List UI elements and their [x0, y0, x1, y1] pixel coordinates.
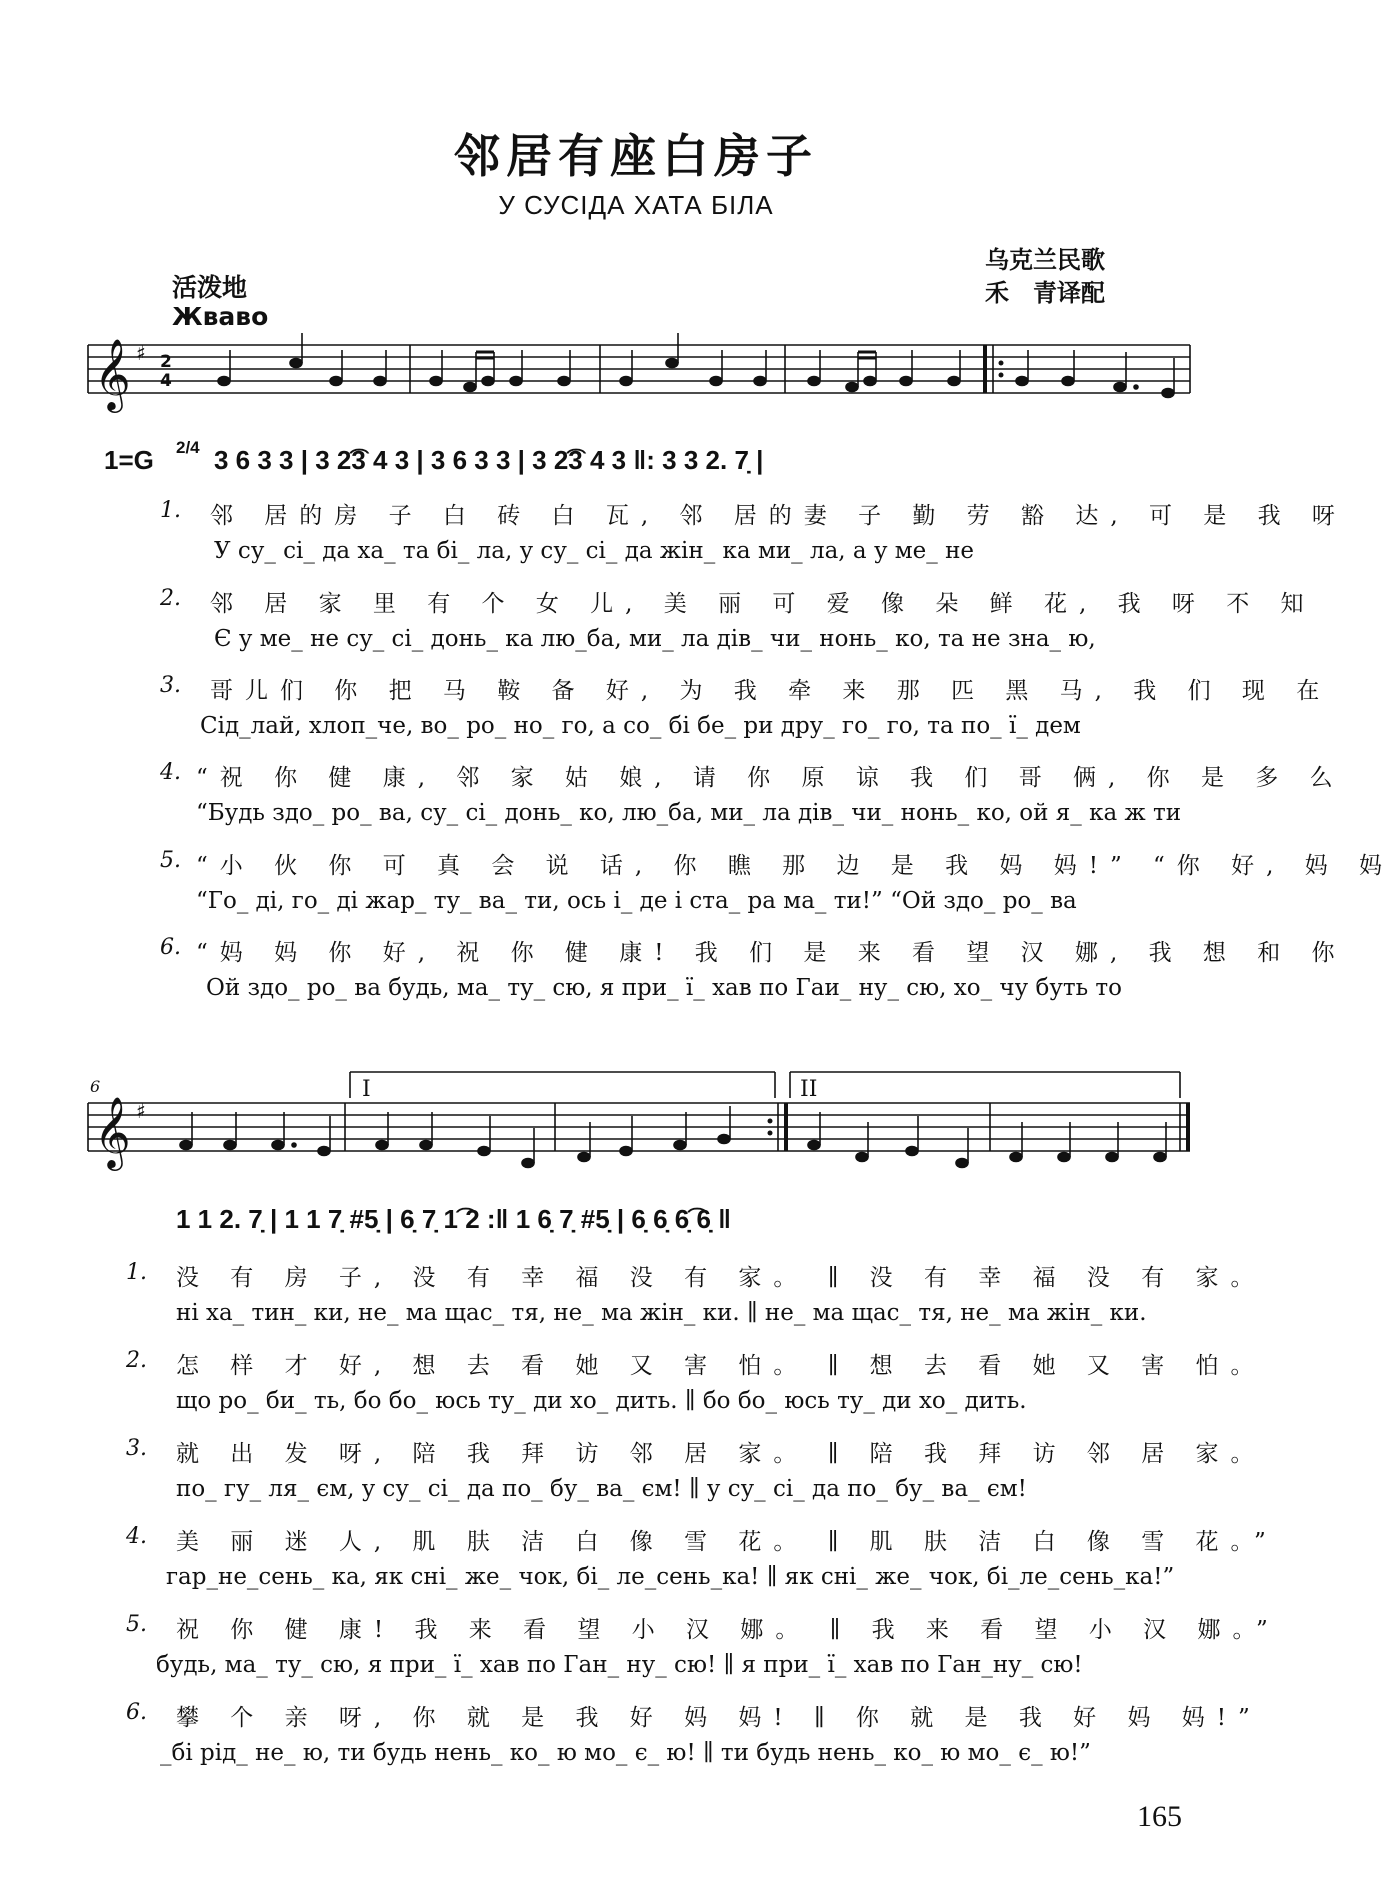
- lyric-chinese: “祝 你 健 康, 邻 家 姑 娘, 请 你 原 谅 我 们 哥 俩, 你 是 多 么: [196, 765, 1345, 791]
- lyric-ukrainian: У су_ сі_ да ха_ та бі_ ла, у су_ сі_ да жін_ ка ми_ ла, а у ме_ не: [214, 538, 975, 564]
- lyric-ukrainian: що ро_ би_ ть, бо бо_ юсь ту_ ди хо_ дить. ∥ бо бо_ юсь ту_ ди хо_ дить.: [176, 1388, 1027, 1414]
- jianpu-line-2: 1 1 2. 7̣ | 1 1 7̣ #5̣ | 6̣ 7̣ 1͡ 2 :‖ 1 6̣ 7̣ #5̣ | 6̣ 6̣ 6̣͡ 6̣ ‖: [176, 1204, 732, 1234]
- song-title-ukrainian: У СУСІДА ХАТА БІЛА: [498, 190, 774, 220]
- treble-clef-icon: 𝄞: [94, 337, 131, 410]
- treble-clef-icon: 𝄞: [94, 1095, 131, 1168]
- lyric-ukrainian: Ой здо_ ро_ ва будь, ма_ ту_ сю, я при_ ї_ хав по Гаи_ ну_ сю, хо_ чу буть то: [206, 975, 1122, 1001]
- volta-label-2: II: [800, 1077, 818, 1102]
- verse-number: 1.: [126, 1260, 147, 1285]
- verse-number: 4.: [160, 760, 181, 785]
- lyric-chinese: 邻 居的房 子 白 砖 白 瓦, 邻 居的妻 子 勤 劳 豁 达, 可 是 我 呀: [210, 503, 1347, 529]
- lyric-chinese: 就 出 发 呀, 陪 我 拜 访 邻 居 家。 ∥ 陪 我 拜 访 邻 居 家。: [176, 1441, 1266, 1467]
- lyric-chinese: “小 伙 你 可 真 会 说 话, 你 瞧 那 边 是 我 妈 妈!” “你 好, 妈 妈: [196, 853, 1394, 879]
- volta-label-1: I: [362, 1077, 371, 1102]
- lyric-chinese: “妈 妈 你 好, 祝 你 健 康! 我 们 是 来 看 望 汉 娜, 我 想 和 你: [196, 940, 1347, 966]
- lyric-ukrainian: “Будь здо_ ро_ ва, су_ сі_ донь_ ко, лю_ба, ми_ ла дів_ чи_ нонь_ ко, ой я_ ка ж ти: [196, 800, 1182, 826]
- lyric-chinese: 哥儿们 你 把 马 鞍 备 好, 为 我 牵 来 那 匹 黑 马, 我 们 现 在: [210, 678, 1332, 704]
- verse-number: 5.: [160, 848, 181, 873]
- verse-number: 2.: [160, 586, 181, 611]
- lyric-ukrainian: по_ гу_ ля_ єм, у су_ сі_ да по_ бу_ ва_ єм! ∥ у су_ сі_ да по_ бу_ ва_ єм!: [176, 1476, 1027, 1502]
- svg-text:4: 4: [160, 371, 172, 391]
- verse-number: 3.: [160, 673, 181, 698]
- tempo-marking-ukrainian: Жваво: [172, 302, 269, 331]
- jianpu-line-1: 3 6 3 3 | 3 2͡3 4 3 | 3 6 3 3 | 3 2͡3 4 3 ‖: 3 3 2. 7̣ |: [214, 445, 764, 475]
- verse-number: 6.: [126, 1700, 147, 1725]
- credit-origin: 乌克兰民歌: [985, 245, 1105, 274]
- lyric-ukrainian: “Го_ ді, го_ ді жар_ ту_ ва_ ти, ось і_ де і ста_ ра ма_ ти!” “Ой здо_ ро_ ва: [196, 888, 1077, 914]
- lyric-ukrainian: Сід_лай, хлоп_че, во_ ро_ но_ го, а со_ бі бе_ ри дру_ го_ го, та по_ ї_ дем: [200, 713, 1081, 739]
- lyric-chinese: 美 丽 迷 人, 肌 肤 洁 白 像 雪 花。 ∥ 肌 肤 洁 白 像 雪 花。”: [176, 1529, 1278, 1555]
- lyric-chinese: 祝 你 健 康! 我 来 看 望 小 汉 娜。 ∥ 我 来 看 望 小 汉 娜。”: [176, 1617, 1280, 1643]
- lyric-chinese: 攀 个 亲 呀, 你 就 是 我 好 妈 妈! ∥ 你 就 是 我 好 妈 妈!”: [176, 1705, 1262, 1731]
- verse-number: 2.: [126, 1348, 147, 1373]
- notes-system-1: [218, 333, 1174, 398]
- sharp-icon: ♯: [136, 1099, 146, 1123]
- sharp-icon: ♯: [136, 341, 146, 365]
- staff-system-2: [88, 1072, 1190, 1151]
- lyric-ukrainian: _бі рід_ не_ ю, ти будь нень_ ко_ ю мо_ є_ ю! ∥ ти будь нень_ ко_ ю мо_ є_ ю!”: [160, 1740, 1091, 1766]
- lyric-ukrainian: Є у ме_ не су_ сі_ донь_ ка лю_ба, ми_ ла дів_ чи_ нонь_ ко, та не зна_ ю,: [214, 626, 1096, 652]
- lyric-ukrainian: ні ха_ тин_ ки, не_ ма щас_ тя, не_ ма жін_ ки. ∥ не_ ма щас_ тя, не_ ма жін_ ки.: [176, 1300, 1147, 1326]
- lyric-ukrainian: будь, ма_ ту_ сю, я при_ ї_ хав по Ган_ ну_ сю! ∥ я при_ ї_ хав по Ган_ну_ сю!: [156, 1652, 1083, 1678]
- verse-number: 6.: [160, 935, 181, 960]
- verse-number: 1.: [160, 498, 181, 523]
- lyric-chinese: 怎 样 才 好, 想 去 看 她 又 害 怕。 ∥ 想 去 看 她 又 害 怕。: [176, 1353, 1266, 1379]
- time-signature: 2/4: [176, 438, 200, 457]
- key-signature: 1=G: [104, 445, 154, 475]
- tempo-marking-chinese: 活泼地: [172, 273, 248, 302]
- svg-text:2: 2: [160, 352, 172, 372]
- verse-number: 3.: [126, 1436, 147, 1461]
- credit-translator: 禾 青译配: [985, 278, 1105, 307]
- lyric-chinese: 没 有 房 子, 没 有 幸 福 没 有 家。 ∥ 没 有 幸 福 没 有 家。: [176, 1265, 1266, 1291]
- lyric-chinese: 邻 居 家 里 有 个 女 儿, 美 丽 可 爱 像 朵 鲜 花, 我 呀 不 知: [210, 591, 1316, 617]
- page-number: 165: [1137, 1800, 1182, 1833]
- measure-number: 6: [90, 1077, 101, 1096]
- verse-number: 5.: [126, 1612, 147, 1637]
- verse-number: 4.: [126, 1524, 147, 1549]
- song-title-chinese: 邻居有座白房子: [454, 129, 818, 183]
- lyric-ukrainian: гар_не_сень_ ка, як сні_ же_ чок, бі_ ле_сень_ка! ∥ як сні_ же_ чок, бі_ле_сень_ка!”: [166, 1564, 1175, 1590]
